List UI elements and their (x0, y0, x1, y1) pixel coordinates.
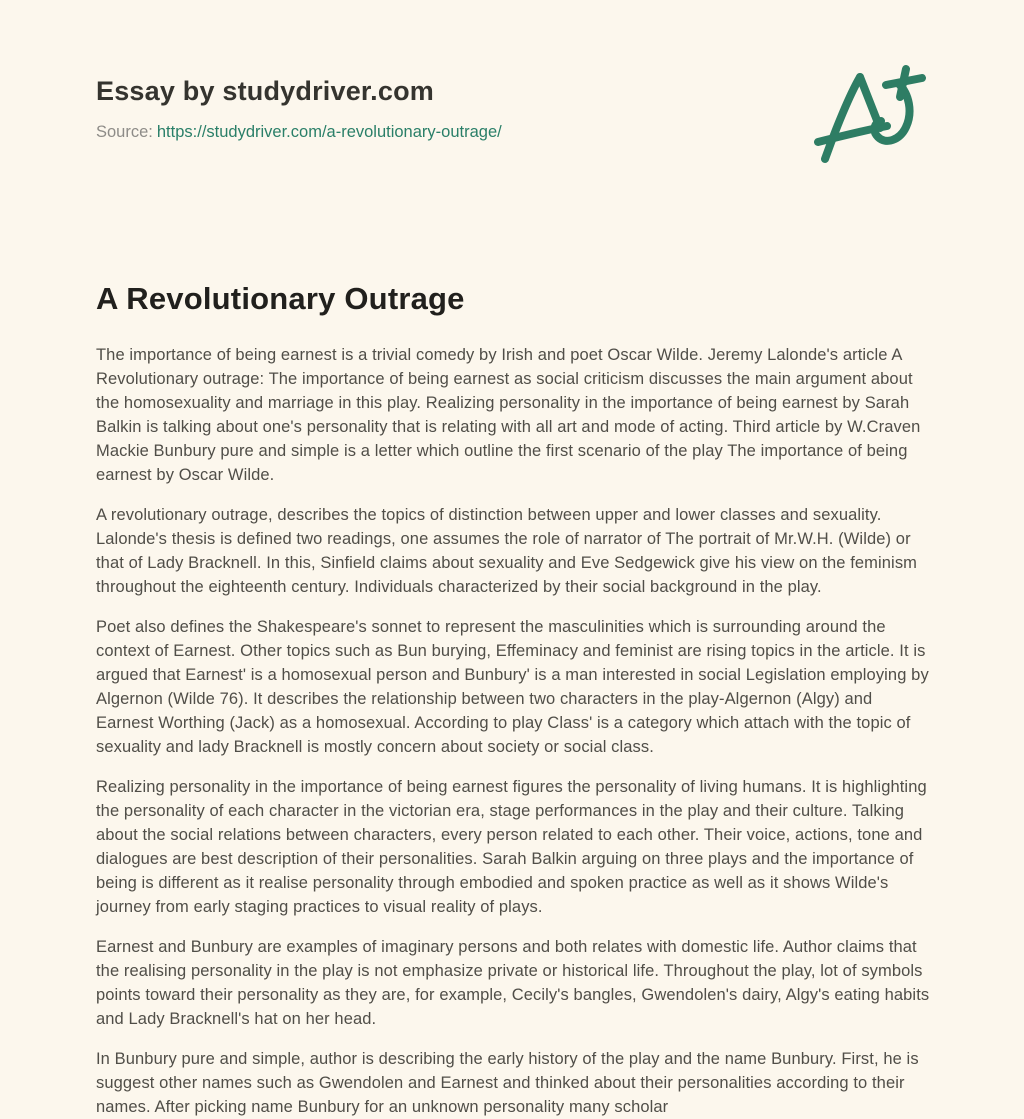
page-header (96, 76, 930, 169)
essay-paragraph: Realizing personality in the importance of being earnest figures the personality of living humans. It is highlighting the personality of each character in the victorian era, stage performances in the play and their culture. Talking about the social relations between characters, every person related to each other. Their voice, actions, tone and dialogues are best description of their personalities. Sarah Balkin arguing on three plays and the importance of being is different as it realise personality through embodied and spoken practice as well as it shows Wilde's journey from early staging practices to visual reality of plays. (96, 778, 927, 916)
source-line (96, 123, 502, 142)
source-label: Source: (96, 123, 153, 141)
essay-paragraph: A revolutionary outrage, describes the topics of distinction between upper and lower classes and sexuality. Lalonde's thesis is defined two readings, one assumes the role of narrator of The portrait of Mr.W.H. (Wilde) or that of Lady Bracknell. In this, Sinfield claims about sexuality and Eve Sedgewick give his view on the feminism throughout the eighteenth century. Individuals characterized by their social background in the play. (96, 506, 918, 596)
site-heading: Essay by studydriver.com (96, 76, 434, 106)
essay-paragraph: Earnest and Bunbury are examples of imaginary persons and both relates with domestic life. Author claims that the realising personality in the play is not emphasize private or historical life. Throughout the play, lot of symbols points toward their personality as they are, for example, Cecily's bangles, Gwendolen's dairy, Algy's eating habits and Lady Bracknell's hat on her head. (96, 938, 930, 1028)
essay-paragraph: In Bunbury pure and simple, author is describing the early history of the play and the name Bunbury. First, he is suggest other names such as Gwendolen and Earnest and thinked about their personalities according to their names. After picking name Bunbury for an unknown personality many scholar (96, 1050, 919, 1116)
page-title: A Revolutionary Outrage (96, 281, 465, 316)
source-link[interactable]: https://studydriver.com/a-revolutionary-outrage/ (156, 123, 502, 141)
essay-paragraph: Poet also defines the Shakespeare's sonnet to represent the masculinities which is surrounding around the context of Earnest. Other topics such as Bun burying, Effeminacy and feminist are rising topics in the article. It is argued that Earnest' is a homosexual person and Bunbury' is a man interested in social Legislation employing by Algernon (Wilde 76). It describes the relationship between two characters in the play-Algernon (Algy) and Earnest Worthing (Jack) as a homosexual. According to play Class' is a category which attach with the topic of sexuality and lady Bracknell is mostly concern about society or social class. (96, 618, 929, 756)
header-text-block (96, 76, 502, 142)
a-plus-logo-icon (812, 64, 930, 169)
essay-body (96, 343, 932, 1119)
essay-paragraph: The importance of being earnest is a trivial comedy by Irish and poet Oscar Wilde. Jeremy Lalonde's article A Revolutionary outrage: The importance of being earnest as social criticism discusses the main argument about the homosexuality and marriage in this play. Realizing personality in the importance of being earnest by Sarah Balkin is talking about one's personality that is relating with all art and mode of acting. Third article by W.Craven Mackie Bunbury pure and simple is a letter which outline the first scenario of the play The importance of being earnest by Oscar Wilde. (96, 346, 921, 484)
